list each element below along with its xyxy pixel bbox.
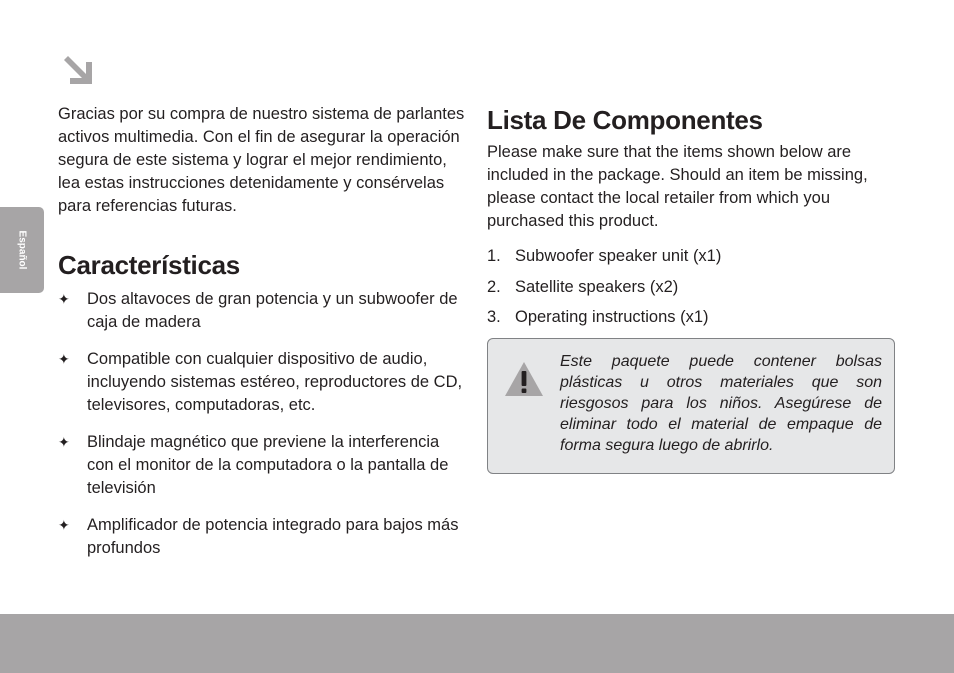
features-heading: Características — [58, 250, 240, 280]
star-bullet-icon: ✦ — [58, 434, 70, 450]
star-bullet-icon: ✦ — [58, 291, 70, 307]
arrow-down-right-icon — [60, 52, 96, 88]
warning-text: Este paquete puede contener bolsas plásticas u otros materiales que son riesgosos para los niños. Asegúrese de eliminar todo el material de empaque de forma segura luego de abrirlo. — [560, 353, 882, 454]
star-bullet-icon: ✦ — [58, 517, 70, 533]
star-bullet-icon: ✦ — [58, 351, 70, 367]
right-column — [487, 103, 897, 337]
footer-bar — [0, 614, 954, 673]
language-tab — [0, 207, 44, 293]
language-tab-label: Español — [16, 230, 28, 270]
list-item: 3. Operating instructions (x1) — [487, 308, 709, 326]
list-item: 2. Satellite speakers (x2) — [487, 277, 679, 296]
intro-paragraph: Gracias por su compra de nuestro sistema de parlantes activos multimedia. Con el fin de asegurar la operación segura de este sistema y lograr el mejor rendimiento, lea estas instrucciones detenidamente y consérvelas para referencias futuras. — [58, 105, 465, 215]
components-list — [487, 245, 897, 329]
components-description: Please make sure that the items shown below are included in the package. Should an item be missing, please contact the local retailer from which you purchased this product. — [487, 143, 868, 230]
components-heading: Lista De Componentes — [487, 105, 763, 135]
left-column — [58, 103, 468, 574]
feature-item: ✦ Dos altavoces de gran potencia y un subwoofer de caja de madera — [58, 290, 458, 331]
warning-box — [487, 338, 895, 474]
feature-item: ✦ Blindaje magnético que previene la interferencia con el monitor de la computadora o la pantalla de televisión — [58, 433, 449, 497]
warning-triangle-icon — [504, 361, 544, 397]
feature-item: ✦ Compatible con cualquier dispositivo de audio, incluyendo sistemas estéreo, reproductores de CD, televisores, computadoras, etc. — [58, 350, 463, 414]
feature-item: ✦ Amplificador de potencia integrado para bajos más profundos — [58, 516, 459, 557]
features-list — [58, 288, 468, 560]
list-item: 1. Subwoofer speaker unit (x1) — [487, 247, 722, 265]
